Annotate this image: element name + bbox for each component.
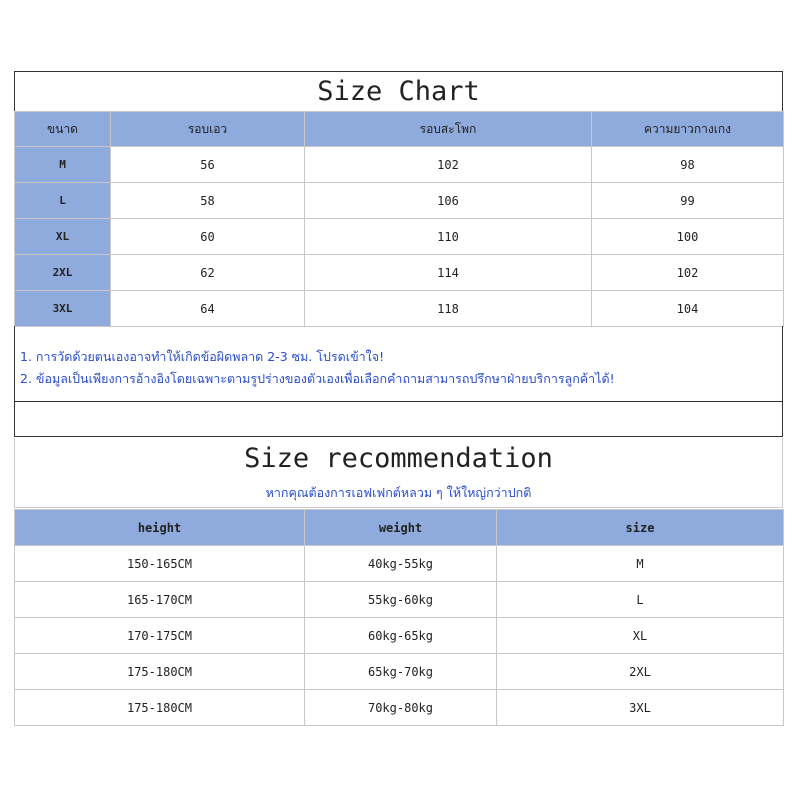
size-cell: 3XL <box>15 291 111 327</box>
size-recommendation-title: Size recommendation <box>14 438 783 478</box>
size-recommendation-table <box>14 509 784 726</box>
header-height: height <box>15 510 305 546</box>
waist-cell: 56 <box>111 147 305 183</box>
weight-cell: 60kg-65kg <box>305 618 497 654</box>
section-divider <box>14 401 783 437</box>
size-cell: 2XL <box>15 255 111 291</box>
size-cell: XL <box>15 219 111 255</box>
header-waist: รอบเอว <box>111 112 305 147</box>
length-cell: 100 <box>592 219 784 255</box>
weight-cell: 70kg-80kg <box>305 690 497 726</box>
table-row <box>15 219 784 255</box>
waist-cell: 62 <box>111 255 305 291</box>
table-row <box>15 147 784 183</box>
header-size: ขนาด <box>15 112 111 147</box>
length-cell: 99 <box>592 183 784 219</box>
rec-size-cell: XL <box>497 618 784 654</box>
header-rec-size: size <box>497 510 784 546</box>
table-row <box>15 183 784 219</box>
length-cell: 104 <box>592 291 784 327</box>
height-cell: 175-180CM <box>15 654 305 690</box>
length-cell: 98 <box>592 147 784 183</box>
hip-cell: 118 <box>305 291 592 327</box>
weight-cell: 40kg-55kg <box>305 546 497 582</box>
weight-cell: 65kg-70kg <box>305 654 497 690</box>
header-length: ความยาวกางเกง <box>592 112 784 147</box>
length-cell: 102 <box>592 255 784 291</box>
size-chart-header-row <box>15 112 784 147</box>
hip-cell: 114 <box>305 255 592 291</box>
table-row <box>15 654 784 690</box>
height-cell: 170-175CM <box>15 618 305 654</box>
size-cell: M <box>15 147 111 183</box>
waist-cell: 64 <box>111 291 305 327</box>
recommendation-header-row <box>15 510 784 546</box>
measurement-notes <box>14 326 783 401</box>
height-cell: 175-180CM <box>15 690 305 726</box>
waist-cell: 58 <box>111 183 305 219</box>
header-weight: weight <box>305 510 497 546</box>
rec-size-cell: L <box>497 582 784 618</box>
height-cell: 165-170CM <box>15 582 305 618</box>
table-row <box>15 546 784 582</box>
waist-cell: 60 <box>111 219 305 255</box>
size-chart-title: Size Chart <box>14 71 783 111</box>
height-cell: 150-165CM <box>15 546 305 582</box>
hip-cell: 110 <box>305 219 592 255</box>
size-cell: L <box>15 183 111 219</box>
size-chart-table <box>14 111 784 327</box>
rec-size-cell: 2XL <box>497 654 784 690</box>
table-row <box>15 255 784 291</box>
table-row <box>15 582 784 618</box>
hip-cell: 102 <box>305 147 592 183</box>
rec-size-cell: M <box>497 546 784 582</box>
table-row <box>15 618 784 654</box>
table-row <box>15 690 784 726</box>
note-line: 1. การวัดด้วยตนเองอาจทำให้เกิดข้อผิดพลาด 2-3 ซม. โปรดเข้าใจ! <box>20 349 385 364</box>
note-line: 2. ข้อมูลเป็นเพียงการอ้างอิงโดยเฉพาะตามรูปร่างของตัวเองเพื่อเลือกคำถามสามารถปรึกษาฝ่ายบริการลูกค้าได้! <box>20 371 615 386</box>
size-recommendation-subtitle: หากคุณต้องการเอฟเฟกต์หลวม ๆ ให้ใหญ่กว่าปกติ <box>14 478 783 508</box>
weight-cell: 55kg-60kg <box>305 582 497 618</box>
hip-cell: 106 <box>305 183 592 219</box>
rec-size-cell: 3XL <box>497 690 784 726</box>
header-hip: รอบสะโพก <box>305 112 592 147</box>
table-row <box>15 291 784 327</box>
